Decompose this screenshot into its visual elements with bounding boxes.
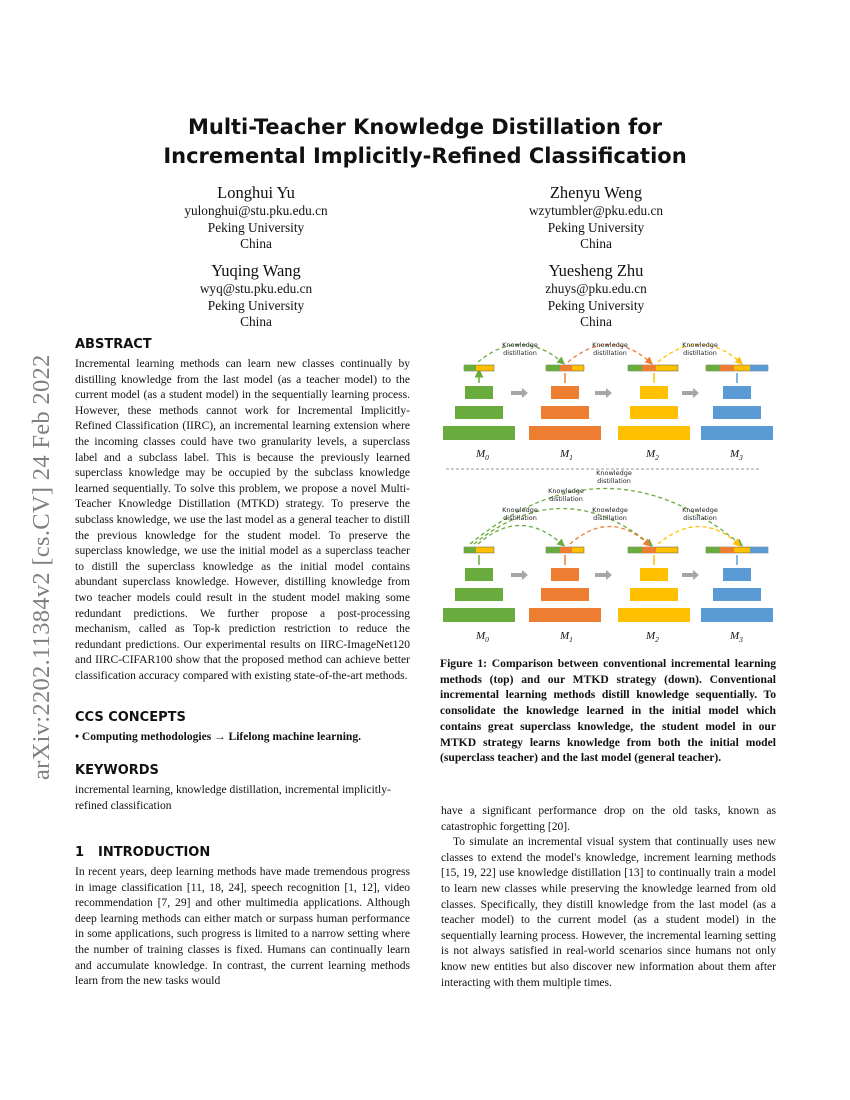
kd-label-line1: Knowledge xyxy=(502,506,538,514)
abstract-text: Incremental learning methods can learn new classes continually by distilling knowledge from the last model (as a teacher model) to the current model (as a student model) in the sequentially learning process. However, these methods cannot work for Incremental Implicitly-Refined Classification (IIRC), an incremental learning extension where the incoming classes could have two granularity levels, a superclass label and a subclass label. This is because the previously learned superclass knowledge may be occupied by the subclass knowledge learned sequentially. To solve this problem, we propose a novel Multi-Teacher Knowledge Distillation (MTKD) strategy. To preserve the subclass knowledge, we use the last model as a general teacher to distill the previous knowledge for the student model. To preserve the superclass knowledge, we use the initial model as a superclass teacher to distill the superclass knowledge as the initial model contains abundant superclass knowledge. However, distilling knowledge from two teacher models could result in the student model making some redundant predictions. We further propose a post-processing mechanism, called as Top-k prediction restriction to reduce the redundant predictions. Our experimental results on IIRC-ImageNet120 and IIRC-CIFAR100 show that the proposed method can achieve better classification accuracy compared with existing state-of-the-art methods. xyxy=(75,358,410,682)
model-label-m3: $M_3$ xyxy=(730,630,743,644)
introduction-continued xyxy=(441,804,776,991)
introduction-left-text: In recent years, deep learning methods have made tremendous progress in image classification [11, 18, 24], speech recognition [1, 12], video recommendation [7, 29] and other multimedia applications. Although deep learning methods can either match or surpass human performance in some applications, such progress is limited to a narrow setting where the number of training classes is fixed. Humans can continually learn and accumulate knowledge. In contrast, the current learning methods learn from the new tasks would xyxy=(75,866,410,988)
author-block xyxy=(471,260,721,331)
section-number: 1 xyxy=(75,845,85,860)
kd-label-line1: Knowledge xyxy=(502,341,538,349)
author-email: wzytumbler@pku.edu.cn xyxy=(528,203,664,218)
ccs-heading: CCS CONCEPTS xyxy=(75,710,186,725)
model-label-m3: $M_3$ xyxy=(730,448,743,462)
model-label-m1: $M_1$ xyxy=(560,630,573,644)
transition-arrows xyxy=(511,570,699,580)
author-affiliation: Peking University xyxy=(547,297,645,313)
arxiv-identifier: arXiv:2202.11384v2 [cs.CV] 24 Feb 2022 xyxy=(28,354,55,780)
keywords-section xyxy=(75,763,410,814)
model-label-m2: $M_2$ xyxy=(646,448,659,462)
kd-label-line1: Knowledge xyxy=(548,487,584,495)
model-stack-m1 xyxy=(529,547,601,622)
introduction-heading xyxy=(75,845,410,861)
author-affiliation: Peking University xyxy=(207,297,305,313)
author-country: China xyxy=(240,314,272,329)
title-line-2: Incremental Implicitly-Refined Classification xyxy=(163,144,687,168)
model-label-m1: $M_1$ xyxy=(560,448,573,462)
figure-1 xyxy=(438,333,778,653)
ccs-section xyxy=(75,710,410,746)
author-email: yulonghui@stu.pku.edu.cn xyxy=(184,203,328,218)
mtkd-method-panel xyxy=(443,469,773,644)
author-name: Zhenyu Weng xyxy=(549,183,643,202)
kd-label-line2: distillation xyxy=(593,349,627,357)
model-label-m0: $M_0$ xyxy=(476,448,489,462)
kd-label-line2: distillation xyxy=(683,349,717,357)
author-email: wyq@stu.pku.edu.cn xyxy=(199,281,313,296)
ccs-text: • Computing methodologies → Lifelong machine learning. xyxy=(75,731,361,743)
model-label-m0: $M_0$ xyxy=(476,630,489,644)
kd-label-line2: distillation xyxy=(683,514,717,522)
kd-label-line2: distillation xyxy=(549,495,583,503)
section-title: INTRODUCTION xyxy=(98,845,211,860)
introduction-right-paragraph-2: To simulate an incremental visual system that continually uses new classes to extend the model's knowledge, increment learning methods [15, 19, 22] use knowledge distillation [13] to continually train a model to learn new classes while preserving the knowledge learned from old classes. Specifically, they distill knowledge from the last model (as a teacher model) to the current model (as a student model) in the sequentially learning process. However, the incremental learning setting is not always satisfied in real-world scenarios since humans not only know new entities but also discover new information about them after interacting with them multiple times. xyxy=(441,836,776,989)
author-country: China xyxy=(580,314,612,329)
author-name: Longhui Yu xyxy=(217,183,295,202)
distillation-arc xyxy=(570,527,648,545)
author-affiliation: Peking University xyxy=(207,219,305,235)
author-country: China xyxy=(240,236,272,251)
title-line-1: Multi-Teacher Knowledge Distillation for xyxy=(187,115,663,139)
figure-1-caption: Figure 1: Comparison between conventional incremental learning methods (top) and our MTKD strategy (down). Conventional incremental learning methods distill knowledge sequentially. To consolidate the knowledge learned in the initial model which contains great superclass knowledge, the student model in our MTKD strategy learns knowledge from both the initial model (superclass teacher) and the last model (general teacher). xyxy=(440,657,776,765)
model-stack-m1 xyxy=(529,365,601,440)
model-stack-m3 xyxy=(701,547,773,622)
introduction-right-paragraph-1: have a significant performance drop on the old tasks, known as catastrophic forgetting [20]. xyxy=(441,805,776,833)
author-block xyxy=(471,182,721,253)
kd-label-line1: Knowledge xyxy=(592,506,628,514)
kd-label-line2: distillation xyxy=(503,514,537,522)
figure-1-diagram xyxy=(438,333,778,653)
kd-label-line2: distillation xyxy=(503,349,537,357)
author-name: Yuesheng Zhu xyxy=(548,261,644,280)
conventional-method-panel xyxy=(443,341,773,462)
abstract-section xyxy=(75,337,410,684)
author-block xyxy=(131,182,381,253)
abstract-heading: ABSTRACT xyxy=(75,337,152,352)
distillation-arc xyxy=(478,526,562,545)
author-block xyxy=(131,260,381,331)
model-stack-m0 xyxy=(443,365,515,440)
kd-label-line1: Knowledge xyxy=(596,469,632,477)
transition-arrows xyxy=(511,388,699,398)
kd-label-line1: Knowledge xyxy=(682,506,718,514)
kd-label-line1: Knowledge xyxy=(682,341,718,349)
model-stack-m0 xyxy=(443,547,515,622)
model-stack-m2 xyxy=(618,547,690,622)
introduction-section xyxy=(75,845,410,990)
kd-label-line2: distillation xyxy=(593,514,627,522)
author-name: Yuqing Wang xyxy=(211,261,301,280)
author-country: China xyxy=(580,236,612,251)
author-affiliation: Peking University xyxy=(547,219,645,235)
author-email: zhuys@pku.edu.cn xyxy=(545,281,647,296)
model-stack-m2 xyxy=(618,365,690,440)
keywords-text: incremental learning, knowledge distillation, incremental implicitly-refined classification xyxy=(75,784,391,812)
keywords-heading: KEYWORDS xyxy=(75,763,159,778)
kd-label-line2: distillation xyxy=(597,477,631,485)
distillation-arc xyxy=(658,527,738,545)
kd-label-line1: Knowledge xyxy=(592,341,628,349)
paper-title xyxy=(100,113,750,171)
model-stack-m3 xyxy=(701,365,773,440)
model-label-m2: $M_2$ xyxy=(646,630,659,644)
